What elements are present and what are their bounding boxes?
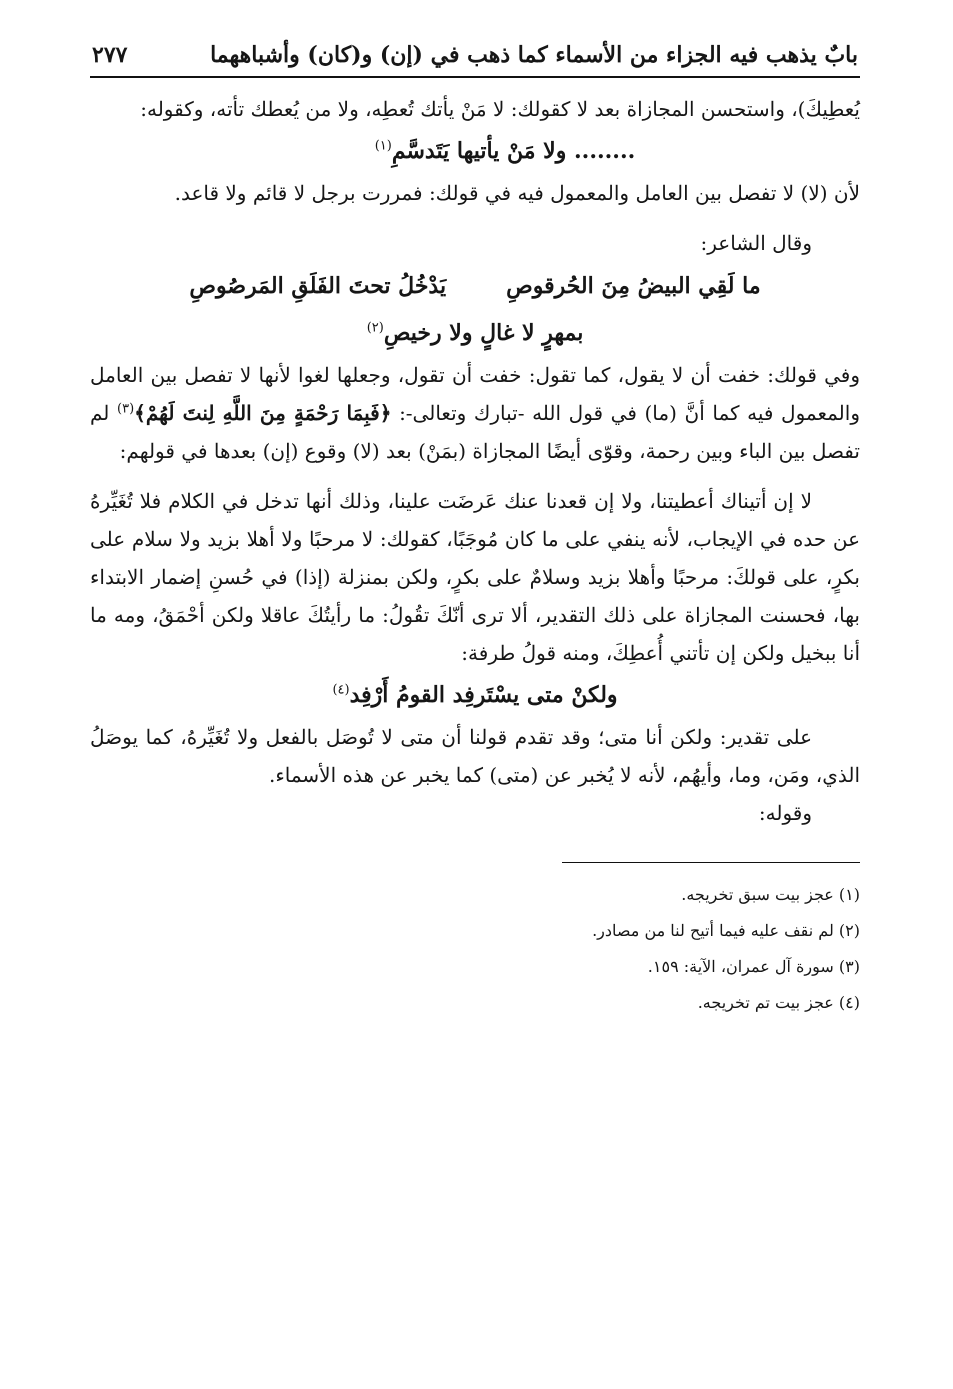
verse-4 (90, 672, 860, 718)
paragraph-6: على تقدير: ولكن أنا متى؛ وقد تقدم قولنا أن متى لا تُوصَل بالفعل ولا تُغَيِّرهُ، كما يوصَلُ الذي، ومَن، وما، وأيهُم، لأنه لا يُخبر عن (متى) كما يخبر عن هذه الأسماء. (90, 725, 860, 787)
paragraph-4 (90, 356, 860, 470)
verse-2 (90, 262, 860, 310)
main-text (90, 90, 860, 1021)
footnote-ref-2: (٢) (366, 320, 384, 336)
running-title: بابٌ يذهب فيه الجزاء من الأسماء كما ذهب في (إن) و(كان) وأشباههما (210, 42, 858, 68)
paragraph-1: يُعطِيكَ)، واستحسن المجازاة بعد لا كقولك: لا مَنْ يأتك تُعطِه، ولا من يُعطك تأته، وكقوله: (140, 97, 860, 121)
verse-3-text: بمهرٍ لا غالٍ ولا رخيصِ (383, 320, 584, 346)
footnote-3: (٣) سورة آل عمران، الآية: ١٥٩. (647, 957, 860, 976)
verse-2-first-hemistich: ما لَقِي البيضُ مِنَ الحُرقوصِ (506, 273, 761, 299)
paragraph-4-start: وفي قولك: خفت أن لا يقول، كما تقول: خفت أن تقول، وجعلها لغوا لأنها لا تفصل بين العامل والمعمول فيه كما أنَّ (ما) في قول الله -تبارك وتعالى-: (90, 363, 860, 425)
page-number: ٢٧٧ (92, 42, 128, 68)
footnote-4: (٤) عجز بيت تم تخريجه. (697, 993, 860, 1012)
footnotes (90, 877, 860, 1021)
paragraph-2: لأن (لا) لا تفصل بين العامل والمعمول فيه في قولك: فمررت برجل لا قائم ولا قاعد. (174, 181, 860, 205)
verse-1 (90, 128, 860, 174)
footnote-1: (١) عجز بيت سبق تخريجه. (681, 885, 860, 904)
verse-2-second-hemistich: يَدْخُلُ تحتَ الفَلَقِ المَرصُوصِ (189, 273, 447, 299)
footnote-ref-4: (٤) (332, 682, 350, 698)
book-page (90, 38, 860, 1021)
footnote-separator (562, 862, 860, 863)
verse-1-text: ........ ولا مَنْ يأتيها يَتَدسَّمِ (391, 138, 636, 164)
paragraph-4-end: لم تفصل بين الباء وبين رحمة، وقوّى أيضًا المجازاة (بمَنْ) بعد (لا) وقوع (إن) بعدها في قولهم: (90, 401, 860, 463)
paragraph-5: لا إن أتيناك أعطيتنا، ولا إن قعدنا عنك عَرضَت علينا، وذلك أنها تدخل في الكلام فلا تُغَيِّرهُ عن حده في الإيجاب، لأنه ينفي على ما كان مُوجَبًا، كقولك: لا مرحبًا ولا أهلا بزيد ولا سلام على بكرٍ، على قولكَ: مرحبًا وأهلا بزيد وسلامٌ على بكرٍ، ولكن بمنزلة (إذا) في حُسنِ إضمار الابتداء بها، فحسنت المجازاة على ذلك التقدير، ألا ترى أنّكَ تقُولُ: ما رأيتُكَ عاقلا ولكن أحْمَقُ، ومه ما أنا ببخيل ولكن إن تأتني أُعطِكَ، ومنه قولُ طرفة: (90, 489, 860, 665)
paragraph-7: وقوله: (758, 801, 812, 825)
paragraph-3: وقال الشاعر: (700, 231, 812, 255)
verse-3 (90, 310, 860, 356)
page-header (90, 38, 860, 78)
quran-quote: ﴿فَبِمَا رَحْمَةٍ مِنَ اللَّهِ لِنتَ لَهُمْ﴾ (134, 401, 392, 425)
footnote-2: (٢) لم نقف عليه فيما أتيح لنا من مصادر. (592, 921, 860, 940)
verse-4-text: ولكنْ متى يسْتَرفِد القومُ أَرْفِد (349, 682, 618, 708)
footnote-ref-3: (٣) (117, 401, 135, 417)
footnote-ref-1: (١) (374, 138, 392, 154)
